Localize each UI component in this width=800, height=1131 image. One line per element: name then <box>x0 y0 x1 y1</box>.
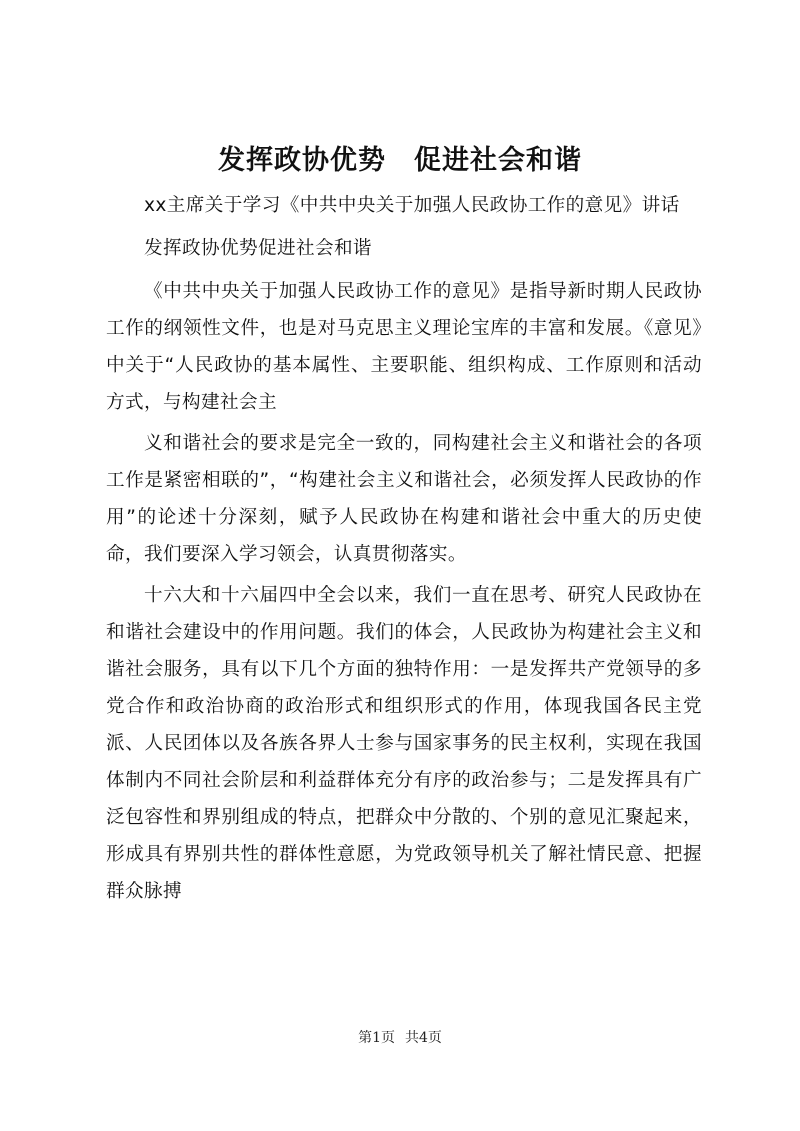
paragraph-2: 义和谐社会的要求是完全一致的，同构建社会主义和谐社会的各项工作是紧密相联的”，“构建社会主义和谐社会，必须发挥人民政协的作用”的论述十分深刻，赋予人民政协在构建和谐社会中重大的历史使命，我们要深入学习领会，认真贯彻落实。 <box>106 433 702 565</box>
paragraph-3: 十六大和十六届四中全会以来，我们一直在思考、研究人民政协在和谐社会建设中的作用问题。我们的体会，人民政协为构建社会主义和谐社会服务，具有以下几个方面的独特作用：一是发挥共产党领导的多党合作和政治协商的政治形式和组织形式的作用，体现我国各民主党派、人民团体以及各族各界人士参与国家事务的民主权利，实现在我国体制内不同社会阶层和利益群体充分有序的政治参与；二是发挥具有广泛包容性和界别组成的特点，把群众中分散的、个别的意见汇聚起来，形成具有界别共性的群体性意愿，为党政领导机关了解社情民意、把握群众脉搏 <box>106 585 702 902</box>
page-number: 第1页 <box>358 1030 395 1046</box>
paragraph-1: 《中共中央关于加强人民政协工作的意见》是指导新时期人民政协工作的纲领性文件，也是对马克思主义理论宝库的丰富和发展。《意见》中关于“人民政协的基本属性、主要职能、组织构成、工作原则和活动方式，与构建社会主 <box>106 281 702 413</box>
document-title: 发挥政协优势 促进社会和谐 <box>218 145 582 176</box>
page-total: 共4页 <box>405 1030 442 1046</box>
page-footer <box>0 1028 800 1048</box>
paragraph-subtitle: xx主席关于学习《中共中央关于加强人民政协工作的意见》讲话 <box>144 195 680 216</box>
paragraph-heading: 发挥政协优势促进社会和谐 <box>144 238 372 259</box>
document-body <box>106 187 702 910</box>
